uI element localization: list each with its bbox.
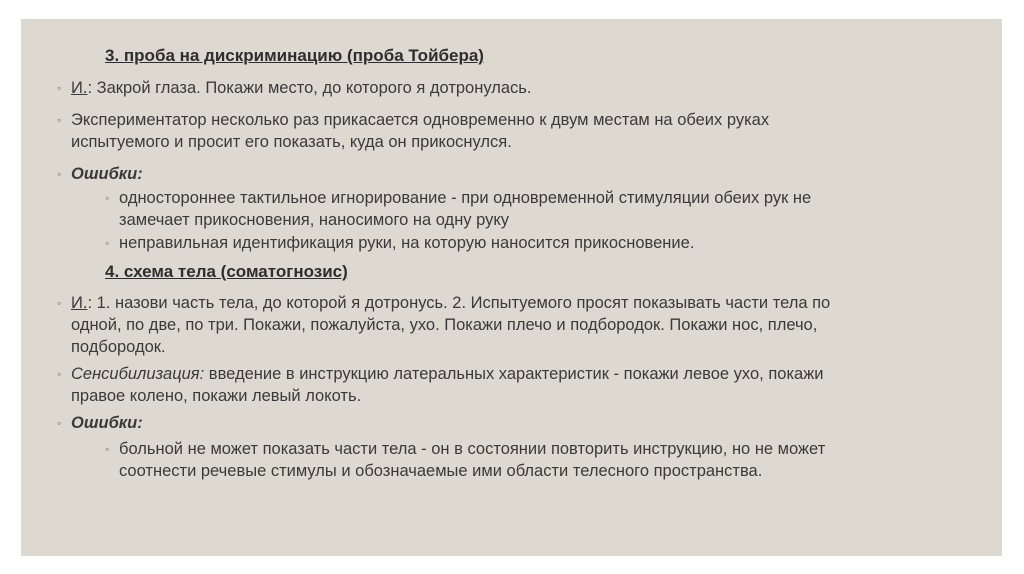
instruction-line-1: : 1. назови часть тела, до которой я дотронусь. 2. Испытуемого просят показывать части тела по — [87, 294, 831, 312]
bullet-icon: ◦ — [57, 81, 62, 95]
sensitization-line-1: введение в инструкцию латеральных характеристик - покажи левое ухо, покажи — [204, 365, 824, 383]
sub-bullet-neglect — [105, 187, 949, 231]
sub-bullet-body-parts — [105, 438, 949, 482]
sub-bullet-misidentification — [105, 232, 949, 254]
misidentification-line-1: неправильная идентификация руки, на которую наносится прикосновение. — [119, 234, 695, 252]
slide — [21, 19, 1002, 556]
body-parts-line-2: соотнести речевые стимулы и обозначаемые ими области телесного пространства. — [119, 462, 763, 480]
procedure-line-2: испытуемого и просит его показать, куда он прикоснулся. — [71, 133, 512, 151]
bullet-errors-2 — [57, 412, 951, 434]
bullet-instruction-1 — [57, 77, 951, 99]
procedure-line-1: Экспериментатор несколько раз прикасается одновременно к двум местам на обеих руках — [71, 111, 770, 129]
bullet-instruction-2 — [57, 292, 951, 358]
neglect-line-2: замечает прикосновения, наносимого на одну руку — [119, 211, 510, 229]
bullet-errors-1 — [57, 163, 951, 185]
instruction-label: И. — [71, 294, 88, 312]
instruction-line-3: подбородок. — [71, 338, 166, 356]
section-heading-discrimination: 3. проба на дискриминацию (проба Тойбера) — [105, 46, 484, 65]
bullet-icon: ◦ — [57, 296, 62, 310]
bullet-sensitization — [57, 363, 951, 407]
bullet-icon: ◦ — [57, 167, 62, 181]
errors-label: Ошибки: — [71, 414, 143, 432]
instruction-text: : Закрой глаза. Покажи место, до которого я дотронулась. — [87, 79, 532, 97]
body-parts-line-1: больной не может показать части тела - он в состоянии повторить инструкцию, но не может — [119, 440, 826, 458]
bullet-icon: ◦ — [57, 113, 62, 127]
bullet-procedure — [57, 109, 951, 153]
bullet-icon: ◦ — [57, 416, 62, 430]
sensitization-line-2: правое колено, покажи левый локоть. — [71, 387, 362, 405]
neglect-line-1: одностороннее тактильное игнорирование - при одновременной стимуляции обеих рук не — [119, 189, 812, 207]
instruction-line-2: одной, по две, по три. Покажи, пожалуйста, ухо. Покажи плечо и подбородок. Покажи нос, плечо, — [71, 316, 818, 334]
bullet-icon: ◦ — [105, 442, 110, 456]
bullet-icon: ◦ — [105, 236, 110, 250]
section-heading-body-schema: 4. схема тела (соматогнозис) — [105, 262, 348, 281]
instruction-label: И. — [71, 79, 88, 97]
bullet-icon: ◦ — [57, 367, 62, 381]
errors-label: Ошибки: — [71, 165, 143, 183]
bullet-icon: ◦ — [105, 191, 110, 205]
sensitization-label: Сенсибилизация: — [71, 365, 205, 383]
